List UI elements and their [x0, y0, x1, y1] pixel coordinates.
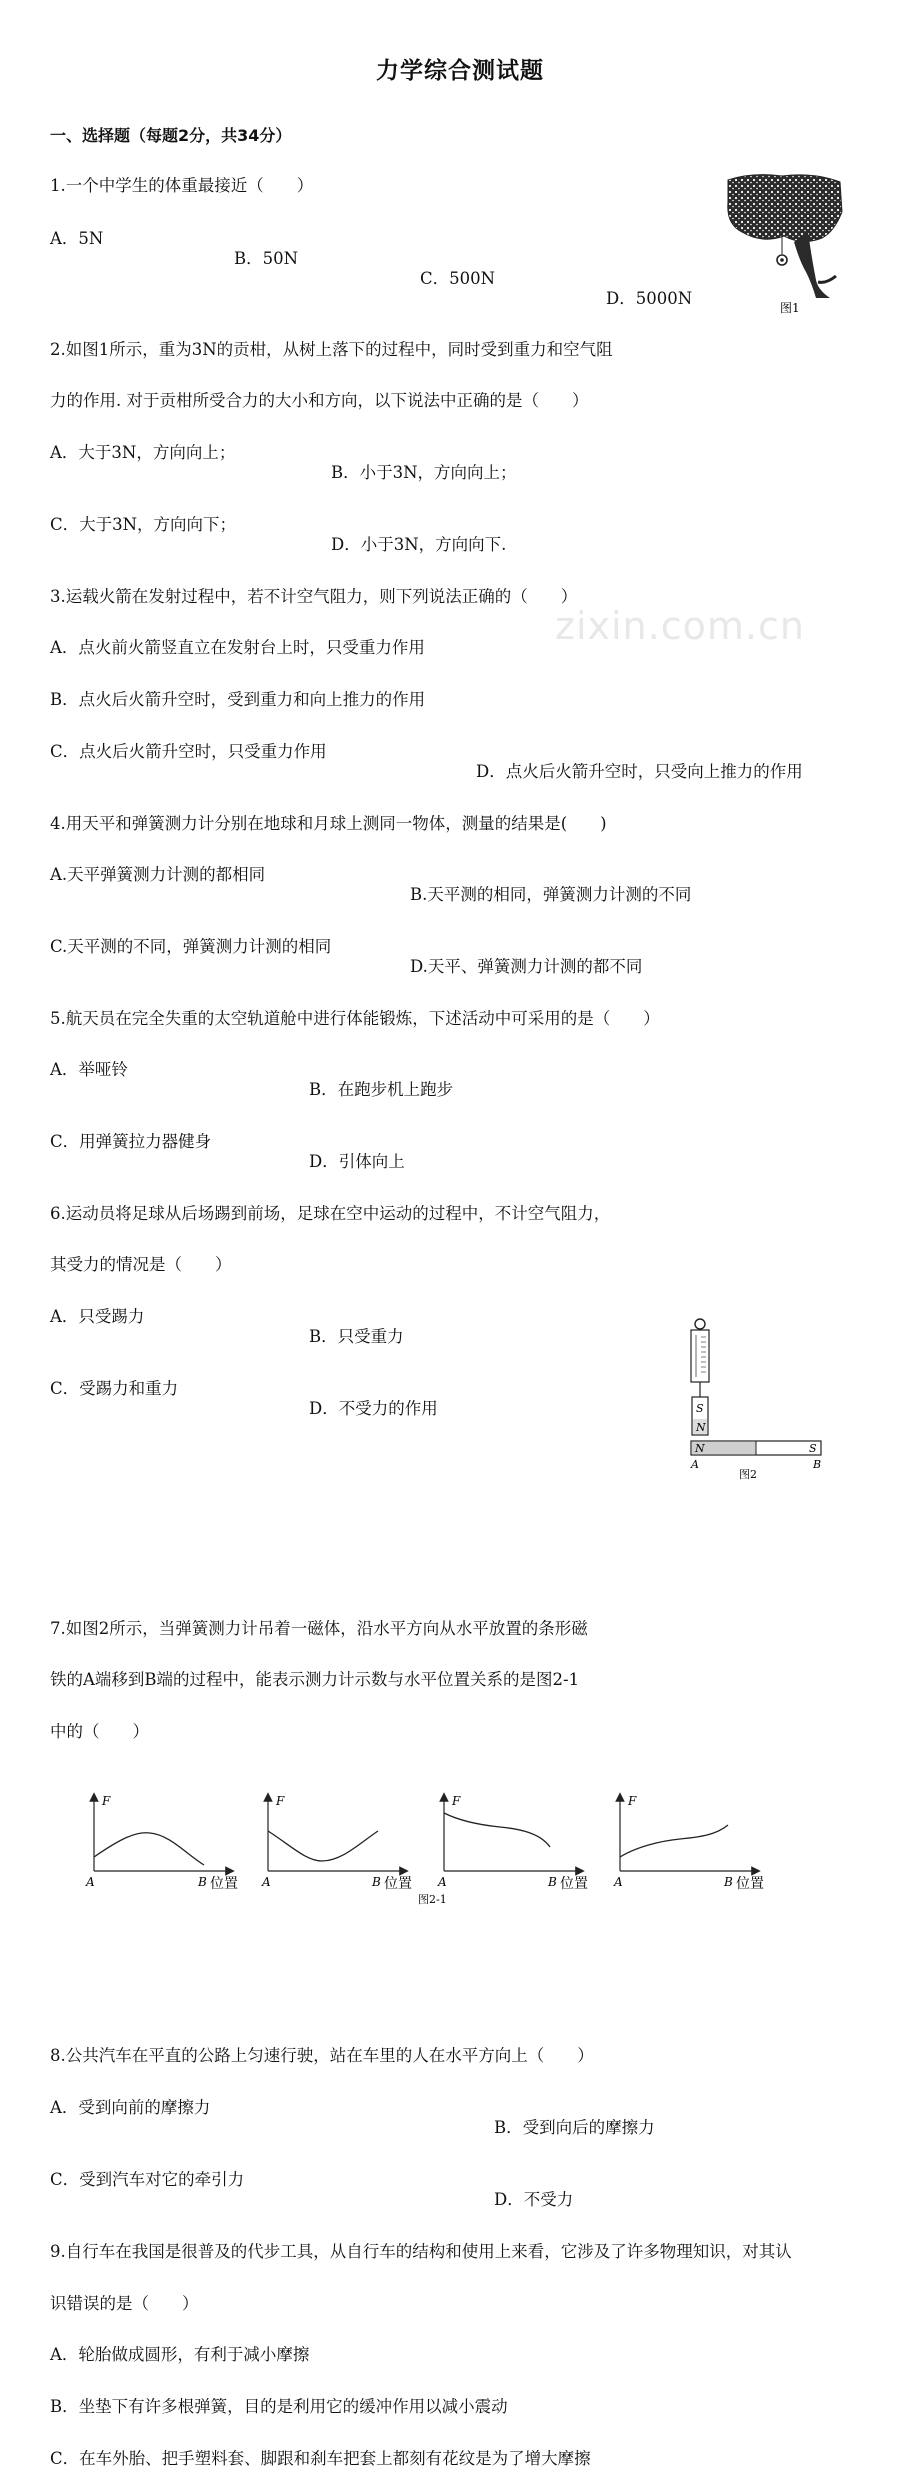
- figure-2-1-label: 图2-1: [418, 1893, 447, 1906]
- page-title: 力学综合测试题: [376, 58, 544, 84]
- spring-scale-magnet-illustration: [685, 1315, 825, 1483]
- q7-stem-line2: 铁的A端移到B端的过程中，能表示测力计示数与水平位置关系的是图2-1: [50, 1670, 580, 1689]
- q9-stem-line1: 9.自行车在我国是很普及的代步工具，从自行车的结构和使用上来看，它涉及了许多物理知识，对其认: [50, 2242, 792, 2261]
- figure-2-top-n: N: [696, 1421, 706, 1434]
- figure-2: [685, 1315, 825, 1483]
- graph-a-b-label: B: [198, 1875, 207, 1889]
- graph-b-a-label: A: [262, 1875, 271, 1889]
- q4-option-c: C.天平测的不同，弹簧测力计测的相同: [50, 937, 332, 956]
- figure-2-1: [80, 1789, 780, 1917]
- section-heading: 一、选择题（每题2分，共34分）: [50, 126, 292, 145]
- q3-option-b: B．点火后火箭升空时，受到重力和向上推力的作用: [50, 690, 426, 709]
- figure-2-top-s: S: [696, 1402, 704, 1415]
- graph-a-a-label: A: [86, 1875, 95, 1889]
- q9-option-c: C．在车外胎、把手塑料套、脚跟和刹车把套上都刻有花纹是为了增大摩擦: [50, 2449, 591, 2468]
- q2-option-a: A．大于3N，方向向上；: [50, 443, 236, 462]
- graph-b-b-label: B: [372, 1875, 381, 1889]
- q9-stem-line2: 识错误的是（ ）: [50, 2294, 199, 2313]
- q2-option-c: C．大于3N，方向向下；: [50, 515, 237, 534]
- q4-option-a: A.天平弹簧测力计测的都相同: [50, 865, 266, 884]
- q5-option-b: B．在跑步机上跑步: [309, 1080, 454, 1099]
- q6-stem-line1: 6.运动员将足球从后场踢到前场，足球在空中运动的过程中，不计空气阻力，: [50, 1204, 611, 1223]
- q7-stem-line1: 7.如图2所示，当弹簧测力计吊着一磁体，沿水平方向从水平放置的条形磁: [50, 1619, 588, 1638]
- figure-2-label-a: A: [691, 1458, 699, 1471]
- q1-option-a: A．5N: [50, 229, 104, 248]
- q9-option-a: A．轮胎做成圆形，有利于减小摩擦: [50, 2345, 310, 2364]
- q2-stem-line2: 力的作用. 对于贡柑所受合力的大小和方向，以下说法中正确的是（ ）: [50, 391, 589, 410]
- q8-option-b: B．受到向后的摩擦力: [494, 2118, 655, 2137]
- graph-a-f-label: F: [102, 1794, 111, 1808]
- q8-option-c: C．受到汽车对它的牵引力: [50, 2170, 245, 2189]
- q5-option-c: C．用弹簧拉力器健身: [50, 1132, 212, 1151]
- graph-d-f-label: F: [628, 1794, 637, 1808]
- graph-c-x-label: 位置: [560, 1876, 588, 1892]
- q4-option-b: B.天平测的相同，弹簧测力计测的不同: [410, 885, 692, 904]
- q5-option-d: D．引体向上: [309, 1152, 405, 1171]
- graph-a: [85, 1794, 238, 1892]
- graph-a-x-label: 位置: [210, 1876, 238, 1892]
- q4-option-d: D.天平、弹簧测力计测的都不同: [410, 957, 643, 976]
- graph-b-x-label: 位置: [384, 1876, 412, 1892]
- q1-option-c: C．500N: [420, 269, 496, 288]
- figure-2-label: 图2: [739, 1468, 757, 1481]
- graph-c: [418, 1794, 588, 1906]
- q5-stem: 5.航天员在完全失重的太空轨道舱中进行体能锻炼，下述活动中可采用的是（ ）: [50, 1009, 660, 1028]
- q6-option-d: D．不受力的作用: [309, 1399, 438, 1418]
- graph-c-f-label: F: [452, 1794, 461, 1808]
- figure-2-bar-n: N: [695, 1442, 705, 1455]
- q2-stem-line1: 2.如图1所示，重为3N的贡柑，从树上落下的过程中，同时受到重力和空气阻: [50, 340, 613, 359]
- q6-stem-line2: 其受力的情况是（ ）: [50, 1255, 232, 1274]
- q3-stem: 3.运载火箭在发射过程中，若不计空气阻力，则下列说法正确的（ ）: [50, 587, 578, 606]
- q1-option-d: D．5000N: [606, 289, 693, 308]
- q8-stem: 8.公共汽车在平直的公路上匀速行驶，站在车里的人在水平方向上（ ）: [50, 2046, 594, 2065]
- graph-c-a-label: A: [438, 1875, 447, 1889]
- figure-2-bar-s: S: [809, 1442, 817, 1455]
- graph-b: [261, 1794, 412, 1892]
- graph-d-x-label: 位置: [736, 1876, 764, 1892]
- q6-option-c: C．受踢力和重力: [50, 1379, 179, 1398]
- q9-option-b: B．坐垫下有许多根弹簧，目的是利用它的缓冲作用以减小震动: [50, 2397, 508, 2416]
- graph-d-a-label: A: [614, 1875, 623, 1889]
- q2-option-d: D．小于3N，方向向下.: [331, 535, 507, 554]
- watermark: zixin.com.cn: [555, 604, 805, 648]
- graph-d-b-label: B: [724, 1875, 733, 1889]
- q2-option-b: B．小于3N，方向向上；: [331, 463, 517, 482]
- q1-option-b: B．50N: [234, 249, 299, 268]
- graph-d: [613, 1794, 764, 1892]
- figure-2-label-b: B: [813, 1458, 822, 1471]
- q4-stem: 4.用天平和弹簧测力计分别在地球和月球上测同一物体，测量的结果是( ): [50, 814, 607, 833]
- q8-option-d: D．不受力: [494, 2190, 574, 2209]
- q3-option-a: A．点火前火箭竖直立在发射台上时，只受重力作用: [50, 638, 425, 657]
- q6-option-a: A．只受踢力: [50, 1307, 145, 1326]
- figure-1-label: 图1: [780, 301, 800, 315]
- q3-option-c: C．点火后火箭升空时，只受重力作用: [50, 742, 327, 761]
- graph-b-f-label: F: [276, 1794, 285, 1808]
- q3-option-d: D．点火后火箭升空时，只受向上推力的作用: [476, 762, 803, 781]
- q5-option-a: A．举哑铃: [50, 1060, 128, 1079]
- graph-c-b-label: B: [548, 1875, 557, 1889]
- q1-stem: 1.一个中学生的体重最接近（ ）: [50, 176, 314, 195]
- q7-stem-line3: 中的（ ）: [50, 1722, 149, 1741]
- q8-option-a: A．受到向前的摩擦力: [50, 2098, 211, 2117]
- q6-option-b: B．只受重力: [309, 1327, 404, 1346]
- force-position-graphs: [80, 1789, 780, 1917]
